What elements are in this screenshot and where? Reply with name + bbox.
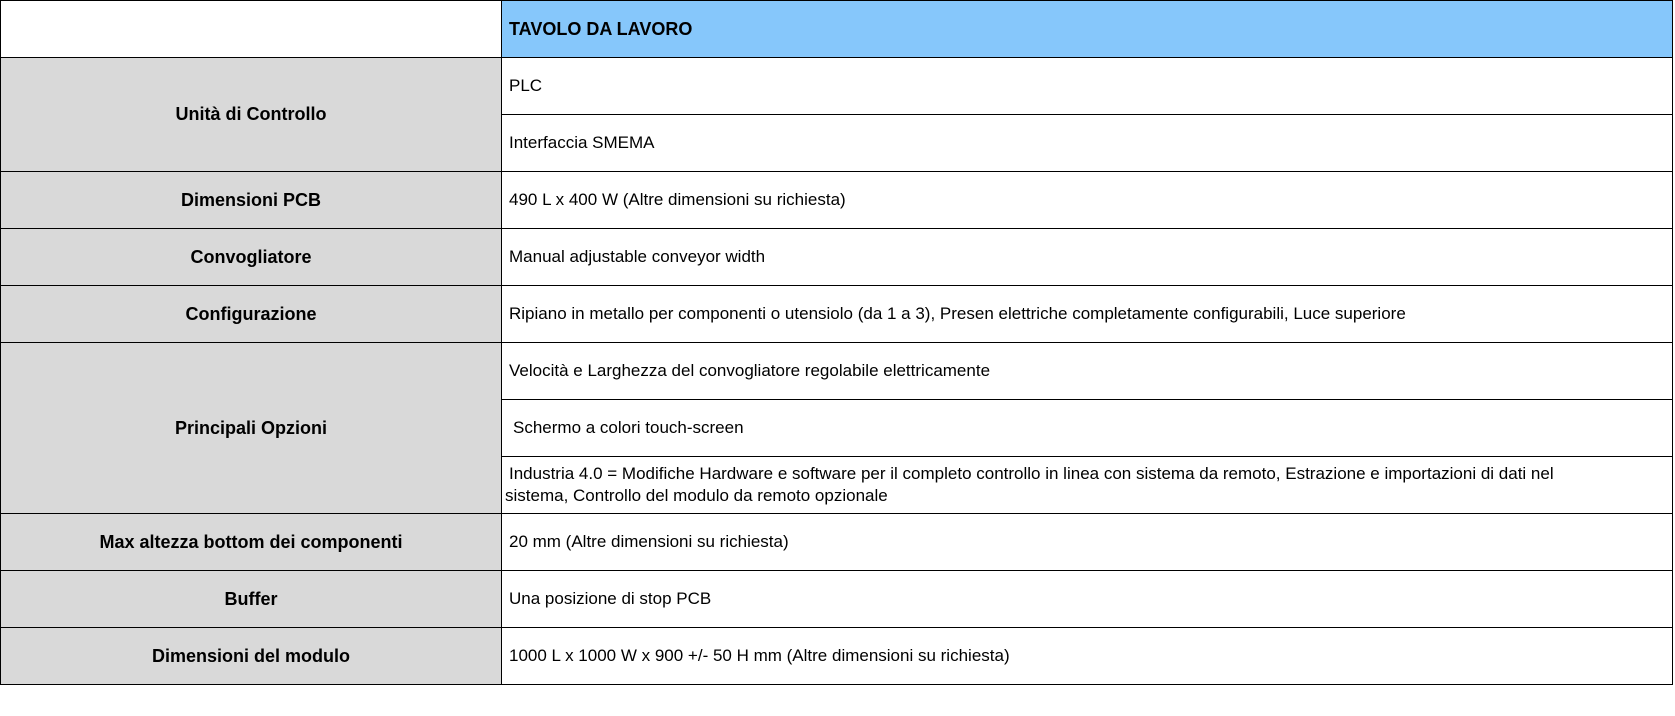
table-header-row	[1, 1, 1673, 58]
row-value: Una posizione di stop PCB	[502, 571, 1673, 628]
row-value: Manual adjustable conveyor width	[502, 229, 1673, 286]
row-label-control-unit: Unità di Controllo	[1, 58, 502, 172]
table-row	[1, 172, 1673, 229]
row-value: 1000 L x 1000 W x 900 +/- 50 H mm (Altre dimensioni su richiesta)	[502, 628, 1673, 685]
row-label-conveyor: Convogliatore	[1, 229, 502, 286]
row-label-max-bottom-height: Max altezza bottom dei componenti	[1, 514, 502, 571]
header-corner-cell	[1, 1, 502, 58]
row-value: Velocità e Larghezza del convogliatore regolabile elettricamente	[502, 343, 1673, 400]
row-label-pcb-dimensions: Dimensioni PCB	[1, 172, 502, 229]
row-value: 20 mm (Altre dimensioni su richiesta)	[502, 514, 1673, 571]
row-value-text: Industria 4.0 = Modifiche Hardware e software per il completo controllo in linea con sistema da remoto, Estrazione e importazioni di dati nel sistema, Controllo del modulo da remoto opzionale	[505, 464, 1554, 505]
table-title: TAVOLO DA LAVORO	[502, 1, 1673, 58]
row-value-wrapped	[502, 457, 1673, 514]
row-label-buffer: Buffer	[1, 571, 502, 628]
row-label-module-dimensions: Dimensioni del modulo	[1, 628, 502, 685]
table-row	[1, 571, 1673, 628]
table-row	[1, 58, 1673, 115]
row-label-main-options: Principali Opzioni	[1, 343, 502, 514]
table-row	[1, 343, 1673, 400]
row-label-configuration: Configurazione	[1, 286, 502, 343]
table-row	[1, 628, 1673, 685]
row-value: 490 L x 400 W (Altre dimensioni su richiesta)	[502, 172, 1673, 229]
row-value: Interfaccia SMEMA	[502, 115, 1673, 172]
row-value: Schermo a colori touch-screen	[502, 400, 1673, 457]
table-row	[1, 229, 1673, 286]
row-value: PLC	[502, 58, 1673, 115]
row-value: Ripiano in metallo per componenti o utensiolo (da 1 a 3), Presen elettriche completamente configurabili, Luce superiore	[502, 286, 1673, 343]
table-row	[1, 514, 1673, 571]
table-row	[1, 286, 1673, 343]
